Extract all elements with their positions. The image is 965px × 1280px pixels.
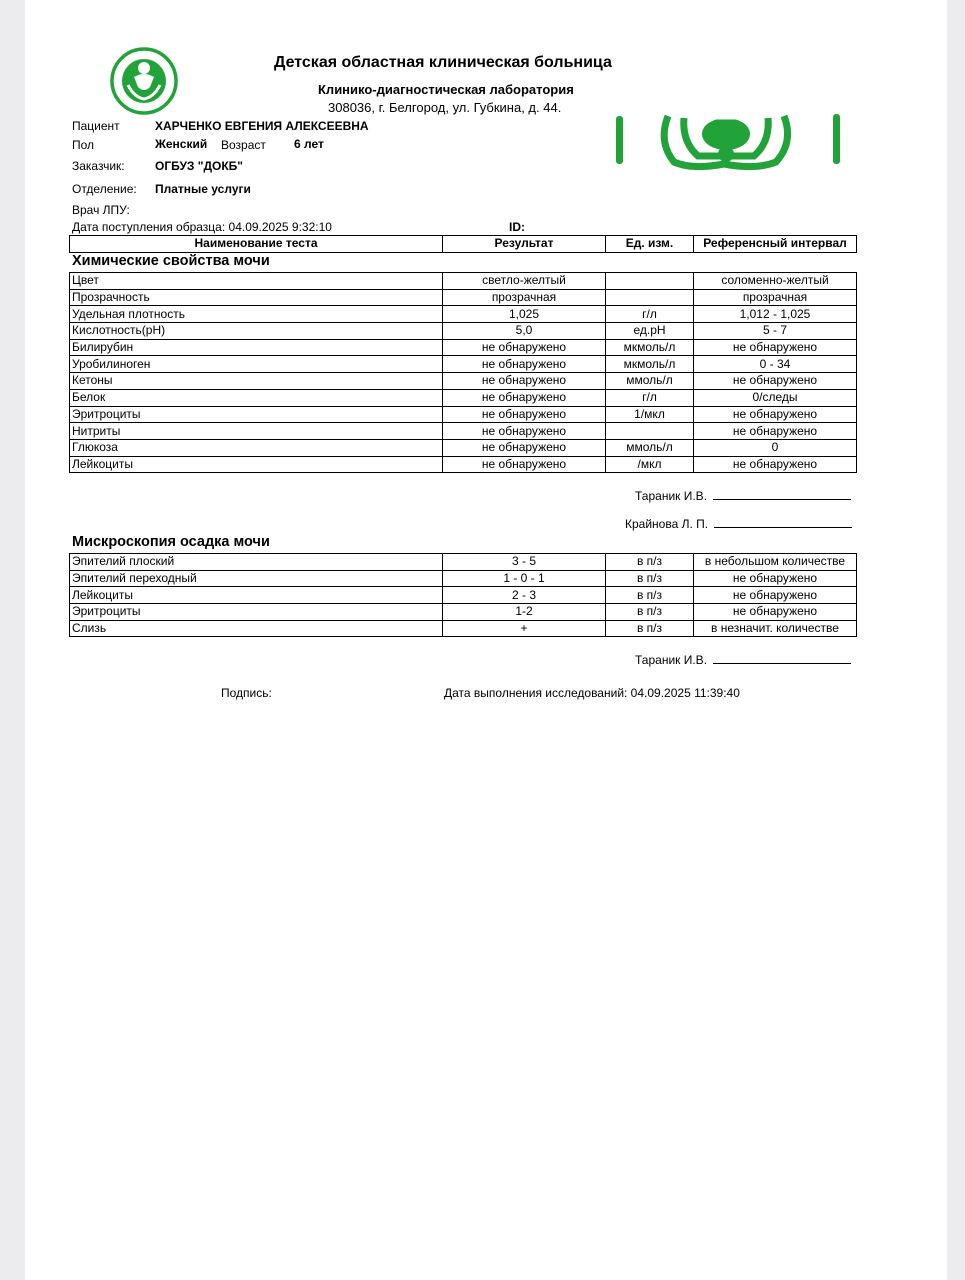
signature-1: Тараник И.В. [635, 489, 851, 503]
age-label: Возраст [221, 138, 266, 152]
signature-2: Крайнова Л. П. [625, 517, 852, 531]
hospital-title: Детская областная клиническая больница [274, 54, 612, 71]
col-unit: Ед. изм. [606, 236, 694, 253]
table-row [70, 389, 857, 406]
section-chemistry-title: Химические свойства мочи [72, 253, 270, 269]
reference-cell: 0/следы [694, 389, 857, 406]
table-row [70, 306, 857, 323]
test-name-cell: Нитриты [70, 423, 443, 440]
unit-cell: ммоль/л [606, 373, 694, 390]
reference-cell: в небольшом количестве [694, 554, 857, 571]
unit-cell: ммоль/л [606, 439, 694, 456]
result-cell: не обнаружено [443, 423, 606, 440]
result-cell: + [443, 620, 606, 637]
test-name-cell: Слизь [70, 620, 443, 637]
sex-label: Пол [72, 138, 95, 152]
patient-label: Пациент [72, 119, 120, 133]
unit-cell: 1/мкл [606, 406, 694, 423]
customer-value: ОГБУЗ "ДОКБ" [155, 159, 243, 173]
test-name-cell: Эритроциты [70, 604, 443, 621]
table-row [70, 620, 857, 637]
unit-cell: ед.pH [606, 323, 694, 340]
unit-cell [606, 423, 694, 440]
test-name-cell: Уробилиноген [70, 356, 443, 373]
reference-cell: 0 - 34 [694, 356, 857, 373]
unit-cell: в п/з [606, 604, 694, 621]
table-row [70, 570, 857, 587]
result-cell: не обнаружено [443, 356, 606, 373]
unit-cell [606, 289, 694, 306]
test-name-cell: Кислотность(pH) [70, 323, 443, 340]
result-cell: 2 - 3 [443, 587, 606, 604]
reference-cell: прозрачная [694, 289, 857, 306]
reference-cell: 1,012 - 1,025 [694, 306, 857, 323]
table-row [70, 423, 857, 440]
unit-cell: в п/з [606, 620, 694, 637]
table-row [70, 604, 857, 621]
unit-cell: г/л [606, 306, 694, 323]
doctor-label: Врач ЛПУ: [72, 203, 130, 217]
department-value: Платные услуги [155, 182, 251, 196]
reference-cell: 0 [694, 439, 857, 456]
test-name-cell: Эритроциты [70, 406, 443, 423]
unit-cell: /мкл [606, 456, 694, 473]
completion-date: Дата выполнения исследований: 04.09.2025 11:39:40 [444, 686, 740, 700]
lab-address: 308036, г. Белгород, ул. Губкина, д. 44. [328, 100, 562, 115]
table-row [70, 587, 857, 604]
test-name-cell: Белок [70, 389, 443, 406]
test-name-cell: Прозрачность [70, 289, 443, 306]
unit-cell: в п/з [606, 554, 694, 571]
test-name-cell: Лейкоциты [70, 587, 443, 604]
table-row [70, 456, 857, 473]
test-name-cell: Кетоны [70, 373, 443, 390]
result-cell: не обнаружено [443, 439, 606, 456]
unit-cell: мкмоль/л [606, 356, 694, 373]
result-cell: не обнаружено [443, 339, 606, 356]
test-name-cell: Билирубин [70, 339, 443, 356]
reference-cell: не обнаружено [694, 406, 857, 423]
unit-cell: в п/з [606, 570, 694, 587]
hospital-logo [108, 47, 180, 115]
reference-cell: не обнаружено [694, 570, 857, 587]
reference-cell: не обнаружено [694, 456, 857, 473]
result-cell: не обнаружено [443, 456, 606, 473]
reference-cell: 5 - 7 [694, 323, 857, 340]
test-name-cell: Лейкоциты [70, 456, 443, 473]
column-header-table [69, 235, 857, 253]
table-row [70, 323, 857, 340]
reference-cell: не обнаружено [694, 373, 857, 390]
department-label: Отделение: [72, 182, 137, 196]
table-row [70, 373, 857, 390]
result-cell: 3 - 5 [443, 554, 606, 571]
reference-cell: в незначит. количестве [694, 620, 857, 637]
table-row [70, 554, 857, 571]
section-microscopy-title: Мискроскопия осадка мочи [72, 534, 270, 550]
unit-cell: в п/з [606, 587, 694, 604]
unit-cell: мкмоль/л [606, 339, 694, 356]
result-cell: 5,0 [443, 323, 606, 340]
result-cell: 1-2 [443, 604, 606, 621]
col-result: Результат [443, 236, 606, 253]
customer-label: Заказчик: [72, 159, 125, 173]
chemistry-table [69, 272, 857, 473]
green-stamp [612, 108, 844, 170]
reference-cell: не обнаружено [694, 587, 857, 604]
table-row [70, 356, 857, 373]
result-cell: не обнаружено [443, 373, 606, 390]
col-test-name: Наименование теста [70, 236, 443, 253]
reference-cell: не обнаружено [694, 339, 857, 356]
result-cell: 1,025 [443, 306, 606, 323]
result-cell: прозрачная [443, 289, 606, 306]
col-reference: Референсный интервал [694, 236, 857, 253]
unit-cell [606, 273, 694, 290]
sample-date: Дата поступления образца: 04.09.2025 9:32:10 [72, 220, 332, 234]
signature-3: Тараник И.В. [635, 653, 851, 667]
test-name-cell: Цвет [70, 273, 443, 290]
test-name-cell: Глюкоза [70, 439, 443, 456]
result-cell: не обнаружено [443, 389, 606, 406]
microscopy-table [69, 553, 857, 637]
result-cell: не обнаружено [443, 406, 606, 423]
sex-value: Женский [155, 137, 208, 151]
table-row [70, 439, 857, 456]
reference-cell: не обнаружено [694, 604, 857, 621]
id-label: ID: [509, 220, 525, 234]
test-name-cell: Эпителий плоский [70, 554, 443, 571]
table-row [70, 406, 857, 423]
lab-subtitle: Клинико-диагностическая лаборатория [318, 82, 574, 97]
test-name-cell: Удельная плотность [70, 306, 443, 323]
signature-label: Подпись: [221, 686, 272, 700]
reference-cell: соломенно-желтый [694, 273, 857, 290]
test-name-cell: Эпителий переходный [70, 570, 443, 587]
age-value: 6 лет [294, 137, 324, 151]
result-cell: светло-желтый [443, 273, 606, 290]
table-row [70, 339, 857, 356]
table-row [70, 273, 857, 290]
result-cell: 1 - 0 - 1 [443, 570, 606, 587]
patient-name: ХАРЧЕНКО ЕВГЕНИЯ АЛЕКСЕЕВНА [155, 119, 369, 133]
reference-cell: не обнаружено [694, 423, 857, 440]
unit-cell: г/л [606, 389, 694, 406]
table-row [70, 289, 857, 306]
